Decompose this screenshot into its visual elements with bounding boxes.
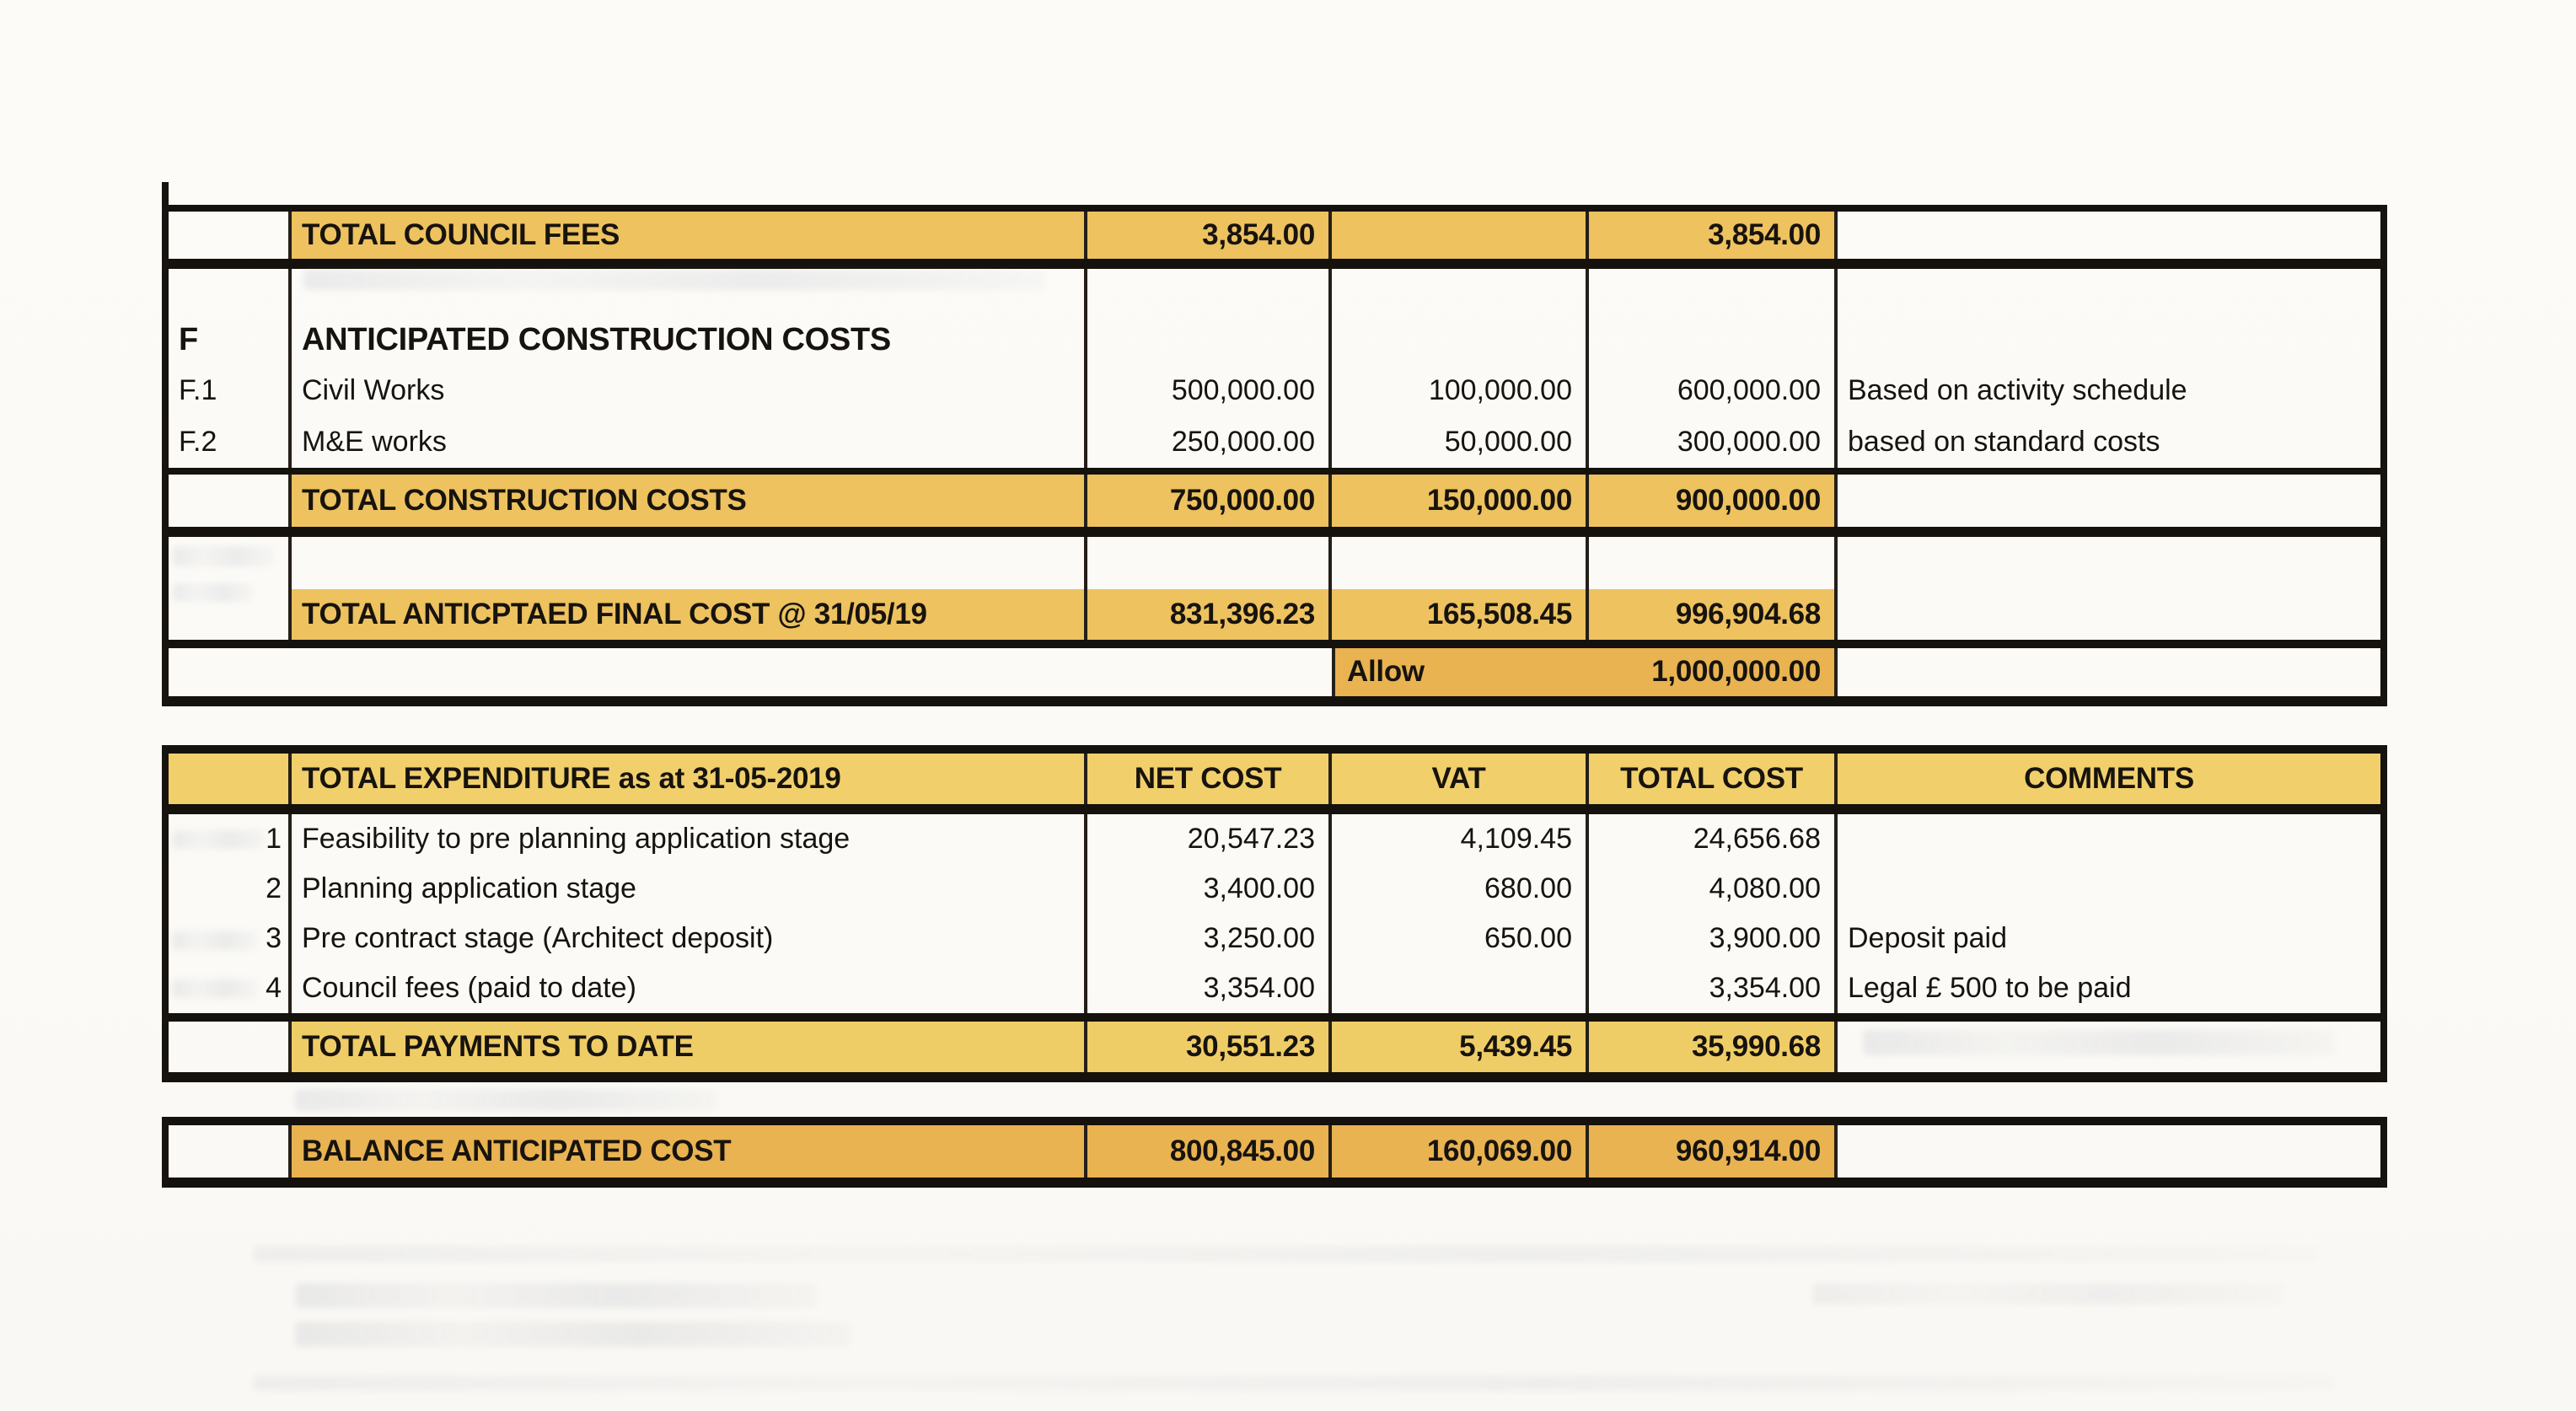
cell-total-cost: 960,914.00 bbox=[1589, 1125, 1838, 1178]
cell-label bbox=[292, 537, 1087, 589]
cell-comment bbox=[1838, 814, 2380, 864]
cell-label: Civil Works bbox=[292, 365, 1087, 417]
cell-comment bbox=[1838, 864, 2380, 914]
cell-row-number: 1 bbox=[169, 814, 292, 864]
cell-label: Council fees (paid to date) bbox=[292, 963, 1087, 1013]
cell-net-cost: 500,000.00 bbox=[1087, 365, 1332, 417]
cell-total-cost: 35,990.68 bbox=[1589, 1022, 1838, 1072]
row-item-f2 bbox=[169, 417, 2380, 468]
row-total-construction-costs bbox=[169, 475, 2380, 527]
cell-row-code bbox=[169, 537, 292, 589]
cell-label: TOTAL PAYMENTS TO DATE bbox=[292, 1022, 1087, 1072]
cell-net-cost: 3,400.00 bbox=[1087, 864, 1332, 914]
cell-vat bbox=[1332, 269, 1589, 316]
cell-comment: Based on activity schedule bbox=[1848, 374, 2187, 407]
cell-total-cost: 600,000.00 bbox=[1589, 365, 1838, 417]
row-expenditure-3 bbox=[169, 914, 2380, 963]
cell-comment bbox=[1838, 475, 2380, 527]
cell-vat: 150,000.00 bbox=[1332, 475, 1589, 527]
cell-label bbox=[292, 269, 1087, 316]
cell-net-cost: 831,396.23 bbox=[1087, 589, 1332, 640]
cell-vat: 680.00 bbox=[1332, 864, 1589, 914]
divider bbox=[169, 1072, 2380, 1082]
ghost-text-artifact bbox=[295, 1089, 716, 1111]
row-total-council-fees bbox=[169, 212, 2380, 259]
ghost-text-artifact bbox=[1812, 1283, 2284, 1305]
cell-net-cost: 3,854.00 bbox=[1087, 212, 1332, 259]
cell-vat: 50,000.00 bbox=[1332, 417, 1589, 468]
row-balance-anticipated-cost bbox=[169, 1125, 2380, 1178]
divider bbox=[169, 640, 2380, 648]
allow-label: Allow bbox=[1347, 655, 1425, 689]
cell-allowance bbox=[1332, 648, 1838, 696]
cell-label: Feasibility to pre planning application stage bbox=[292, 814, 1087, 864]
divider bbox=[169, 804, 2380, 814]
cell-row-code: F.2 bbox=[169, 417, 292, 468]
cell-vat bbox=[1332, 537, 1589, 589]
column-header-comments: COMMENTS bbox=[1838, 754, 2380, 804]
row-total-payments-to-date bbox=[169, 1022, 2380, 1072]
cell-vat: 160,069.00 bbox=[1332, 1125, 1589, 1178]
ghost-text-artifact bbox=[295, 1283, 818, 1308]
ghost-text-artifact bbox=[253, 1246, 2318, 1263]
row-spacer bbox=[169, 269, 2380, 316]
cell-label: TOTAL COUNCIL FEES bbox=[292, 212, 1087, 259]
column-header-total-cost: TOTAL COST bbox=[1589, 754, 1838, 804]
cell-vat: 5,439.45 bbox=[1332, 1022, 1589, 1072]
cell-row-code: F.1 bbox=[169, 365, 292, 417]
cell-row-code bbox=[169, 475, 292, 527]
cell-total-cost: 4,080.00 bbox=[1589, 864, 1838, 914]
cell-total-cost: 24,656.68 bbox=[1589, 814, 1838, 864]
divider bbox=[169, 527, 2380, 537]
divider bbox=[169, 259, 2380, 269]
cell-label: Planning application stage bbox=[292, 864, 1087, 914]
cell-comment bbox=[1838, 589, 2380, 640]
cell-label: BALANCE ANTICIPATED COST bbox=[292, 1125, 1087, 1178]
column-header-title: TOTAL EXPENDITURE as at 31-05-2019 bbox=[292, 754, 1087, 804]
cell-blank bbox=[169, 648, 1332, 696]
row-allow bbox=[169, 648, 2380, 696]
row-section-header bbox=[169, 316, 2380, 365]
cell-comment bbox=[1838, 1125, 2380, 1178]
row-total-anticipated-final-cost bbox=[169, 589, 2380, 640]
cell-vat bbox=[1332, 212, 1589, 259]
ghost-text-artifact bbox=[295, 1322, 851, 1347]
cell-row-code bbox=[169, 212, 292, 259]
cell-total-cost: 3,354.00 bbox=[1589, 963, 1838, 1013]
divider bbox=[169, 1013, 2380, 1022]
table1-left-border-tail bbox=[162, 182, 169, 205]
cell-net-cost bbox=[1087, 537, 1332, 589]
cell-vat: 650.00 bbox=[1332, 914, 1589, 963]
cell-row-number bbox=[169, 1125, 292, 1178]
cell-comment bbox=[1838, 212, 2380, 259]
ghost-text-artifact bbox=[253, 1376, 2335, 1391]
cell-comment: Deposit paid bbox=[1848, 921, 2008, 954]
cell-row-code bbox=[169, 269, 292, 316]
column-header-net-cost: NET COST bbox=[1087, 754, 1332, 804]
cell-comment: Legal £ 500 to be paid bbox=[1848, 971, 2132, 1004]
divider bbox=[169, 205, 2380, 212]
cell-net-cost: 20,547.23 bbox=[1087, 814, 1332, 864]
divider bbox=[169, 696, 2380, 706]
cell-row-code: F bbox=[169, 316, 292, 365]
row-expenditure-2 bbox=[169, 864, 2380, 914]
cell-total-cost: 3,854.00 bbox=[1589, 212, 1838, 259]
cell-total-cost bbox=[1589, 269, 1838, 316]
divider bbox=[169, 745, 2380, 754]
divider bbox=[169, 1117, 2380, 1125]
cell-row-number: 2 bbox=[169, 864, 292, 914]
cell-label: TOTAL CONSTRUCTION COSTS bbox=[292, 475, 1087, 527]
row-expenditure-4 bbox=[169, 963, 2380, 1013]
row-spacer bbox=[169, 537, 2380, 589]
cell-row-number bbox=[169, 754, 292, 804]
cell-total-cost bbox=[1589, 316, 1838, 365]
cell-vat bbox=[1332, 316, 1589, 365]
row-item-f1 bbox=[169, 365, 2380, 417]
cell-net-cost: 800,845.00 bbox=[1087, 1125, 1332, 1178]
cell-total-cost: 900,000.00 bbox=[1589, 475, 1838, 527]
cell-vat bbox=[1332, 963, 1589, 1013]
cell-label: M&E works bbox=[292, 417, 1087, 468]
cell-comment bbox=[1838, 316, 2380, 365]
cell-row-number bbox=[169, 1022, 292, 1072]
cell-net-cost: 30,551.23 bbox=[1087, 1022, 1332, 1072]
cell-total-cost bbox=[1589, 537, 1838, 589]
divider bbox=[169, 1178, 2380, 1188]
table-anticipated-costs bbox=[162, 205, 2387, 706]
cell-comment: based on standard costs bbox=[1848, 426, 2160, 459]
cell-label: ANTICIPATED CONSTRUCTION COSTS bbox=[292, 316, 1087, 365]
cell-net-cost: 3,250.00 bbox=[1087, 914, 1332, 963]
row-expenditure-header bbox=[169, 754, 2380, 804]
cell-net-cost: 3,354.00 bbox=[1087, 963, 1332, 1013]
cell-total-cost: 996,904.68 bbox=[1589, 589, 1838, 640]
table-total-expenditure bbox=[162, 745, 2387, 1082]
allow-value: 1,000,000.00 bbox=[1651, 655, 1821, 689]
cell-net-cost bbox=[1087, 269, 1332, 316]
cell-net-cost: 750,000.00 bbox=[1087, 475, 1332, 527]
cell-row-number: 4 bbox=[169, 963, 292, 1013]
cell-comment bbox=[1838, 648, 2380, 696]
cell-comment bbox=[1838, 1022, 2380, 1072]
cell-label: Pre contract stage (Architect deposit) bbox=[292, 914, 1087, 963]
divider bbox=[169, 468, 2380, 475]
table-balance bbox=[162, 1117, 2387, 1188]
cell-net-cost: 250,000.00 bbox=[1087, 417, 1332, 468]
cell-comment bbox=[1838, 269, 2380, 316]
cell-row-code bbox=[169, 589, 292, 640]
row-expenditure-1 bbox=[169, 814, 2380, 864]
column-header-vat: VAT bbox=[1332, 754, 1589, 804]
cell-vat: 165,508.45 bbox=[1332, 589, 1589, 640]
cell-vat: 100,000.00 bbox=[1332, 365, 1589, 417]
cell-comment bbox=[1838, 537, 2380, 589]
cell-total-cost: 3,900.00 bbox=[1589, 914, 1838, 963]
cell-row-number: 3 bbox=[169, 914, 292, 963]
cell-label: TOTAL ANTICPTAED FINAL COST @ 31/05/19 bbox=[292, 589, 1087, 640]
cell-vat: 4,109.45 bbox=[1332, 814, 1589, 864]
cell-net-cost bbox=[1087, 316, 1332, 365]
cell-total-cost: 300,000.00 bbox=[1589, 417, 1838, 468]
